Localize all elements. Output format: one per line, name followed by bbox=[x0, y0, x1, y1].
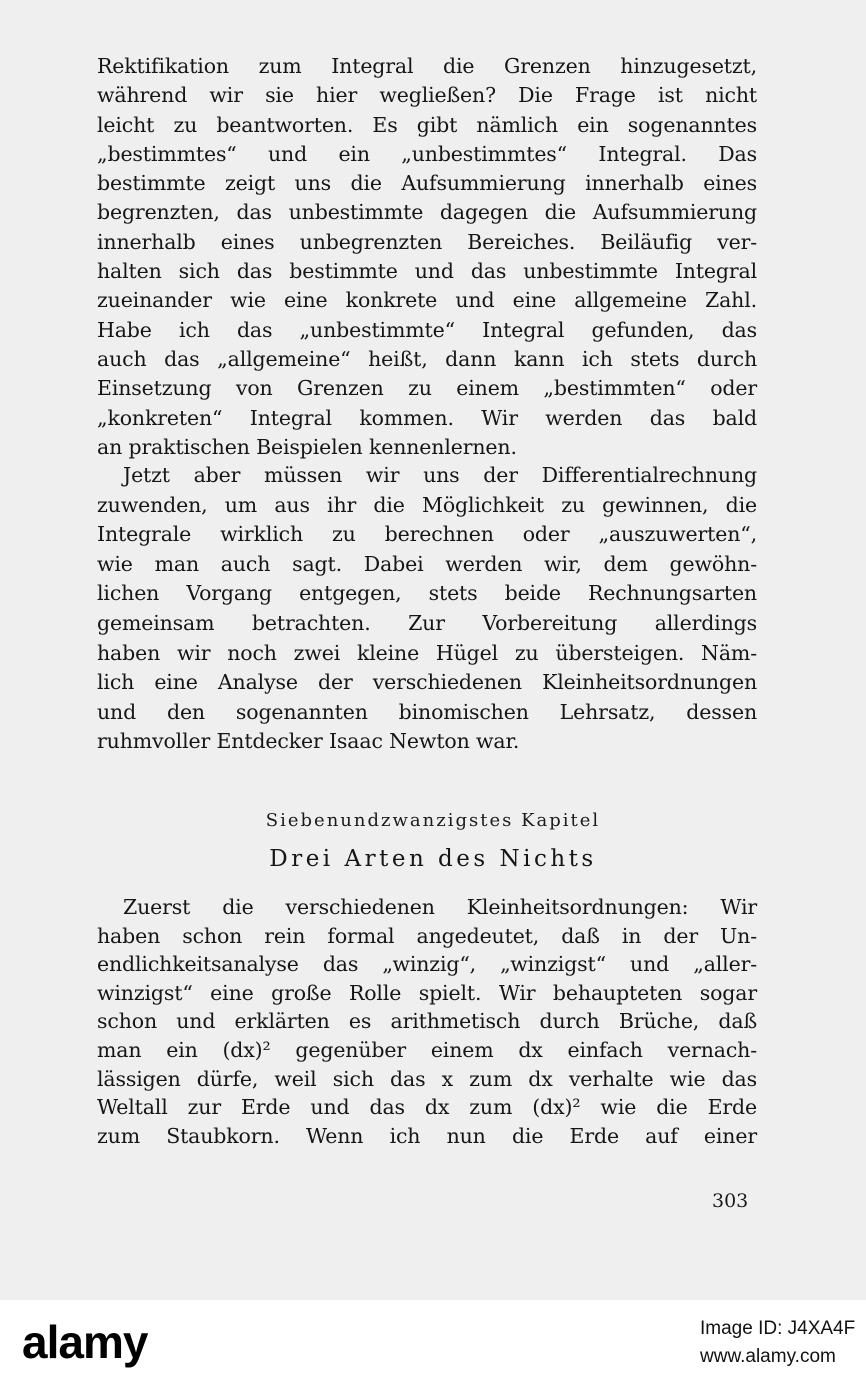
text-line: bestimmte zeigt uns die Aufsummierung innerhalb eines bbox=[97, 171, 757, 196]
text-line: „bestimmtes“ und ein „unbestimmtes“ Integral. Das bbox=[97, 141, 757, 166]
text-line: und den sogenannten binomischen Lehrsatz, dessen bbox=[97, 699, 757, 724]
chapter-label: Siebenundzwanzigstes Kapitel bbox=[265, 810, 601, 831]
page-number: 303 bbox=[712, 1190, 749, 1212]
text-line: während wir sie hier wegließen? Die Frage ist nicht bbox=[97, 83, 757, 108]
text-line: auch das „allgemeine“ heißt, dann kann ich stets durch bbox=[97, 346, 757, 371]
text-line: lich eine Analyse der verschiedenen Kleinheitsordnungen bbox=[97, 670, 757, 695]
chapter-title: Drei Arten des Nichts bbox=[269, 846, 597, 872]
paragraph-2 bbox=[97, 461, 757, 757]
text-line: Jetzt aber müssen wir uns der Differentialrechnung bbox=[123, 463, 757, 487]
alamy-logo: alamy bbox=[22, 1316, 148, 1368]
text-line: wie man auch sagt. Dabei werden wir, dem gewöhn- bbox=[97, 551, 757, 576]
text-line: Zuerst die verschiedenen Kleinheitsordnungen: Wir bbox=[123, 895, 757, 919]
text-line: innerhalb eines unbegrenzten Bereiches. Beiläufig ver- bbox=[97, 229, 757, 254]
text-line: Rektifikation zum Integral die Grenzen hinzugesetzt, bbox=[97, 54, 757, 78]
text-line: schon und erklärten es arithmetisch durch Brüche, daß bbox=[97, 1009, 757, 1034]
text-line: haben schon rein formal angedeutet, daß in der Un- bbox=[97, 923, 757, 948]
text-line: zueinander wie eine konkrete und eine allgemeine Zahl. bbox=[97, 288, 757, 313]
text-line: Integrale wirklich zu berechnen oder „auszuwerten“, bbox=[97, 522, 757, 547]
text-line: gemeinsam betrachten. Zur Vorbereitung allerdings bbox=[97, 610, 757, 635]
text-line: lässigen dürfe, weil sich das x zum dx verhalte wie das bbox=[97, 1066, 757, 1091]
text-line: man ein (dx)² gegenüber einem dx einfach vernach- bbox=[97, 1037, 757, 1062]
text-line: ruhmvoller Entdecker Isaac Newton war. bbox=[97, 729, 520, 754]
text-line: Einsetzung von Grenzen zu einem „bestimmten“ oder bbox=[97, 376, 757, 401]
text-line: haben wir noch zwei kleine Hügel zu übersteigen. Näm- bbox=[97, 640, 757, 665]
text-line: Habe ich das „unbestimmte“ Integral gefunden, das bbox=[97, 317, 757, 342]
text-line: endlichkeitsanalyse das „winzig“, „winzigst“ und „aller- bbox=[97, 952, 757, 977]
text-line: an praktischen Beispielen kennenlernen. bbox=[97, 434, 517, 459]
text-line: halten sich das bestimmte und das unbestimmte Integral bbox=[97, 259, 757, 284]
text-line: Weltall zur Erde und das dx zum (dx)² wie die Erde bbox=[97, 1095, 757, 1120]
text-line: begrenzten, das unbestimmte dagegen die Aufsummierung bbox=[97, 200, 757, 225]
text-line: leicht zu beantworten. Es gibt nämlich ein sogenanntes bbox=[97, 112, 757, 137]
text-line: winzigst“ eine große Rolle spielt. Wir behaupteten sogar bbox=[97, 980, 757, 1005]
text-line: lichen Vorgang entgegen, stets beide Rechnungsarten bbox=[97, 581, 757, 606]
paragraph-1 bbox=[97, 52, 757, 462]
text-line: zum Staubkorn. Wenn ich nun die Erde auf einer bbox=[97, 1123, 757, 1148]
image-id-label: Image ID: J4XA4F bbox=[700, 1318, 856, 1339]
watermark-url: www.alamy.com bbox=[700, 1346, 836, 1367]
paragraph-3 bbox=[97, 893, 757, 1150]
text-line: „konkreten“ Integral kommen. Wir werden das bald bbox=[97, 405, 757, 430]
text-line: zuwenden, um aus ihr die Möglichkeit zu gewinnen, die bbox=[97, 492, 757, 517]
